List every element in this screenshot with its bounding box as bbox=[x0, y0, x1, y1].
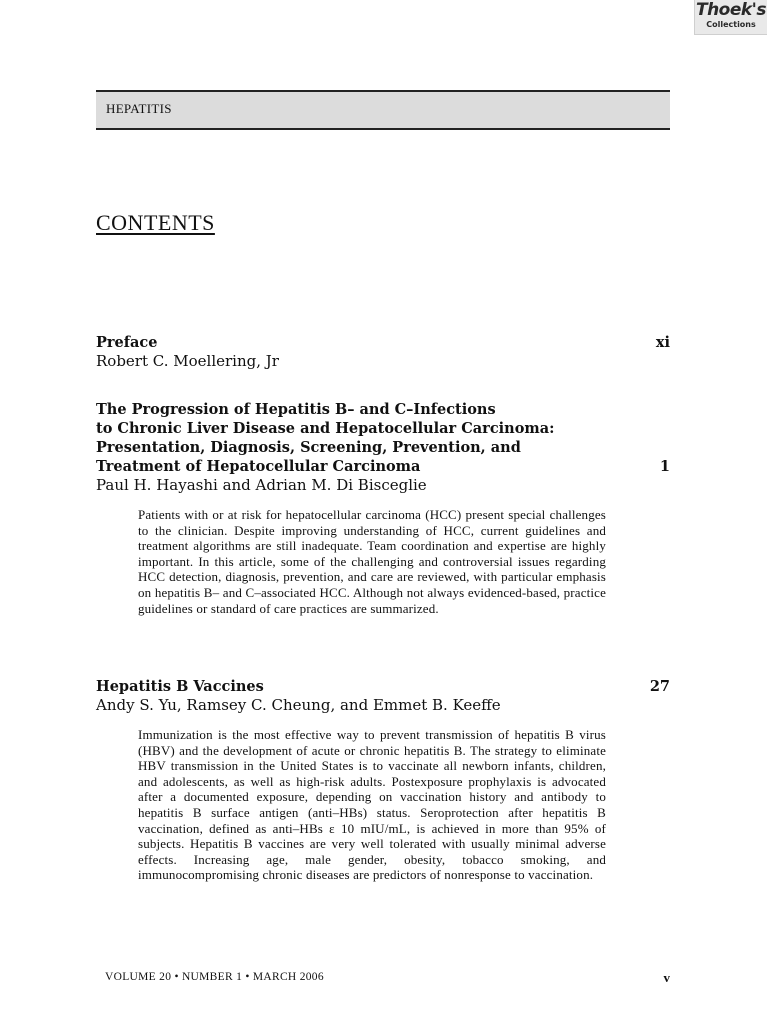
toc-entry-hcc-progression[interactable] bbox=[96, 400, 670, 616]
journal-title: HEPATITIS bbox=[106, 101, 172, 116]
toc-page-number[interactable]: 1 bbox=[659, 458, 670, 475]
toc-title-line[interactable]: Hepatitis B Vaccines bbox=[96, 678, 264, 695]
journal-header bbox=[96, 90, 670, 130]
watermark-logo bbox=[694, 0, 767, 35]
toc-page-number[interactable]: xi bbox=[655, 334, 670, 351]
toc-entry-hbv-vaccines[interactable] bbox=[96, 677, 670, 883]
toc-title-line[interactable]: to Chronic Liver Disease and Hepatocellular Carcinoma: bbox=[96, 420, 555, 437]
toc-entry-authors: Robert C. Moellering, Jr bbox=[96, 352, 279, 370]
toc-title-line[interactable]: The Progression of Hepatitis B– and C–Infections bbox=[96, 401, 496, 418]
contents-heading: CONTENTS bbox=[96, 210, 215, 235]
toc-entry-title[interactable] bbox=[96, 677, 670, 696]
page-number: v bbox=[663, 970, 670, 985]
watermark-sub-text: Collections bbox=[706, 20, 756, 29]
watermark-main-text: Thoek's bbox=[695, 0, 767, 20]
toc-title-line[interactable]: Treatment of Hepatocellular Carcinoma bbox=[96, 458, 421, 475]
toc-entry-abstract: Patients with or at risk for hepatocellular carcinoma (HCC) present special challenges to the clinician. Despite improving understanding of HCC, current guidelines and treatment algorithms are still inadequate. Team coordination and expertise are highly important. In this article, some of the challenging and controversial issues regarding HCC detection, diagnosis, prevention, and care are reviewed, with particular emphasis on hepatitis B– and C–associated HCC. Although not always evidenced-based, practice guidelines or standard of care practices are summarized. bbox=[138, 507, 606, 616]
toc-page-number[interactable]: 27 bbox=[649, 678, 670, 695]
toc-entry-preface[interactable] bbox=[96, 333, 670, 371]
toc-title-line[interactable]: Presentation, Diagnosis, Screening, Prevention, and bbox=[96, 439, 521, 456]
toc-entry-title[interactable] bbox=[96, 333, 670, 352]
toc-entry-abstract: Immunization is the most effective way to prevent transmission of hepatitis B virus (HBV) and the development of acute or chronic hepatitis B. The strategy to eliminate HBV transmission in the United States is to vaccinate all newborn infants, children, and adolescents, as well as high-risk adults. Postexposure prophylaxis is advocated after a documented exposure, depending on vaccination history and antibody to hepatitis B surface antigen (anti–HBs) status. Seroprotection after hepatitis B vaccination, defined as anti–HBs ε 10 mIU/mL, is achieved in more than 95% of subjects. Hepatitis B vaccines are very well tolerated with usually minimal adverse effects. Increasing age, male gender, obesity, tobacco smoking, and immunocompromising chronic diseases are predictors of nonresponse to vaccination. bbox=[138, 727, 606, 883]
toc-entry-authors: Andy S. Yu, Ramsey C. Cheung, and Emmet B. Keeffe bbox=[96, 696, 501, 714]
toc-entry-authors: Paul H. Hayashi and Adrian M. Di Bisceglie bbox=[96, 476, 427, 494]
issue-footer: VOLUME 20 • NUMBER 1 • MARCH 2006 bbox=[105, 971, 324, 983]
toc-entry-title[interactable] bbox=[96, 400, 670, 476]
toc-title-line[interactable]: Preface bbox=[96, 334, 158, 351]
